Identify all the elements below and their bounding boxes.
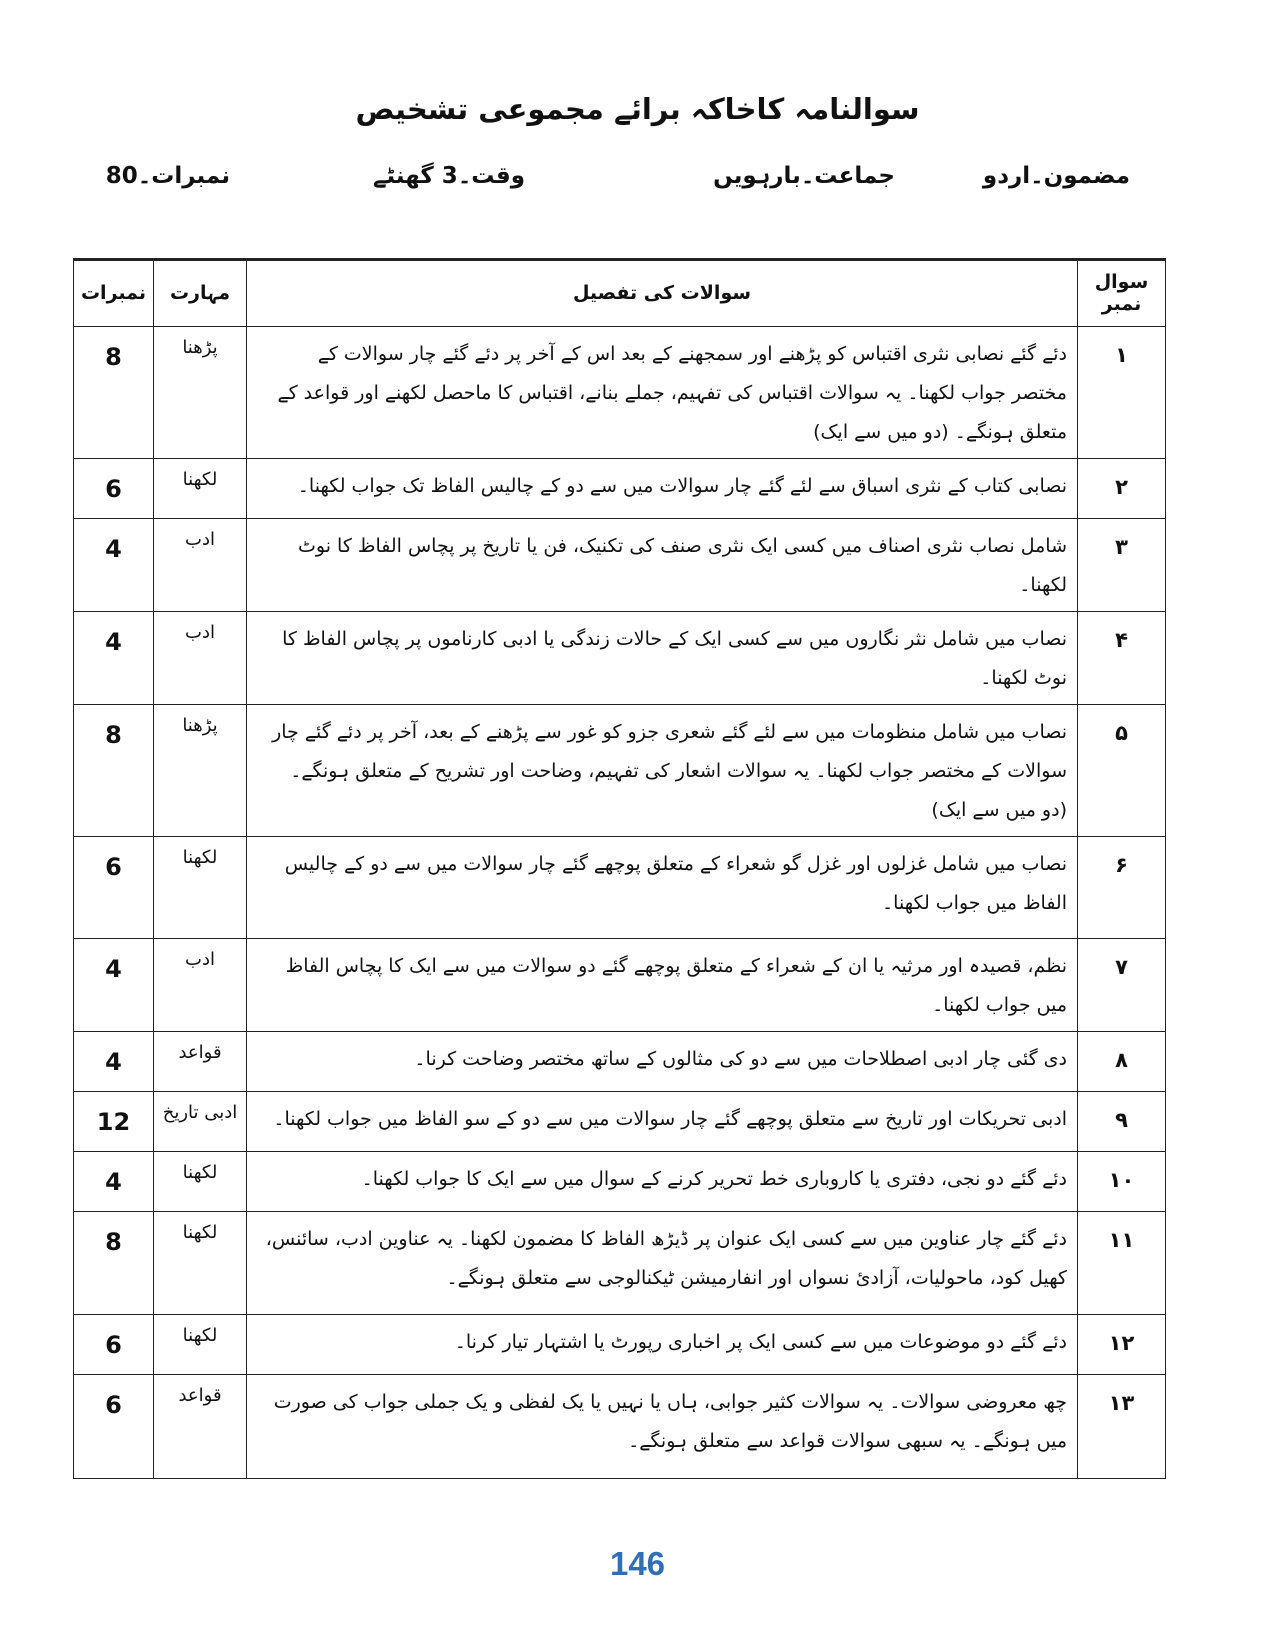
question-detail: دئے گئے چار عناوین میں سے کسی ایک عنوان پر ڈیڑھ الفاظ کا مضمون لکھنا۔ یہ عناوین ادب، سائنس، کھیل کود، ماحولیات، آزادئ نسواں اور انفارمیشن ٹیکنالوجی سے متعلق ہونگے۔ <box>247 1212 1078 1315</box>
marks: 4 <box>74 939 154 1032</box>
question-detail: دئے گئے نصابی نثری اقتباس کو پڑھنے اور سمجھنے کے بعد اس کے آخر پر دئے گئے چار سوالات کے مختصر جواب لکھنا۔ یہ سوالات اقتباس کی تفہیم، جملے بنانے، اقتباس کا ماحصل لکھنے اور قواعد کے متعلق ہونگے۔ (دو میں سے ایک) <box>247 327 1078 459</box>
skill: لکھنا <box>154 837 247 939</box>
time-label: وقت۔3 گھنٹے <box>372 163 525 189</box>
table-row <box>74 327 1166 459</box>
question-number: ۵ <box>1078 705 1166 837</box>
question-detail: نصابی کتاب کے نثری اسباق سے لئے گئے چار سوالات میں سے دو کے چالیس الفاظ تک جواب لکھنا۔ <box>247 459 1078 519</box>
skill: لکھنا <box>154 1212 247 1315</box>
table-row <box>74 612 1166 705</box>
marks: 4 <box>74 1032 154 1092</box>
marks: 6 <box>74 459 154 519</box>
skill: لکھنا <box>154 459 247 519</box>
table-row <box>74 705 1166 837</box>
table-row <box>74 1212 1166 1315</box>
table-row <box>74 1092 1166 1152</box>
question-detail: نظم، قصیدہ اور مرثیہ یا ان کے شعراء کے متعلق پوچھے گئے دو سوالات میں سے ایک کا پچاس الفاظ میں جواب لکھنا۔ <box>247 939 1078 1032</box>
skill: ادبی تاریخ <box>154 1092 247 1152</box>
question-number: ۹ <box>1078 1092 1166 1152</box>
question-number: ۱۱ <box>1078 1212 1166 1315</box>
question-detail: چھ معروضی سوالات۔ یہ سوالات کثیر جوابی، ہاں یا نہیں یا یک لفظی و یک جملی جواب کی صورت میں ہونگے۔ یہ سبھی سوالات قواعد سے متعلق ہونگے۔ <box>247 1375 1078 1479</box>
marks: 8 <box>74 1212 154 1315</box>
question-detail: نصاب میں شامل غزلوں اور غزل گو شعراء کے متعلق پوچھے گئے چار سوالات میں سے دو کے چالیس الفاظ میں جواب لکھنا۔ <box>247 837 1078 939</box>
skill: ادب <box>154 939 247 1032</box>
page-number: 146 <box>609 1545 666 1582</box>
table-row <box>74 837 1166 939</box>
table-header-row <box>74 260 1166 327</box>
skill: پڑھنا <box>154 705 247 837</box>
skill: ادب <box>154 519 247 612</box>
table-row <box>74 939 1166 1032</box>
skill: پڑھنا <box>154 327 247 459</box>
question-number: ۸ <box>1078 1032 1166 1092</box>
marks: 4 <box>74 519 154 612</box>
question-detail: دی گئی چار ادبی اصطلاحات میں سے دو کی مثالوں کے ساتھ مختصر وضاحت کرنا۔ <box>247 1032 1078 1092</box>
table-row <box>74 459 1166 519</box>
skill: قواعد <box>154 1032 247 1092</box>
header-marks: نمبرات <box>74 260 154 327</box>
document-title: سوالنامہ کاخاکہ برائے مجموعی تشخیص <box>355 92 920 126</box>
question-detail: شامل نصاب نثری اصناف میں کسی ایک نثری صنف کی تکنیک، فن یا تاریخ پر پچاس الفاظ کا نوٹ لکھنا۔ <box>247 519 1078 612</box>
question-number: ۱۳ <box>1078 1375 1166 1479</box>
table-row <box>74 1032 1166 1092</box>
question-number: ۲ <box>1078 459 1166 519</box>
skill: قواعد <box>154 1375 247 1479</box>
question-detail: ادبی تحریکات اور تاریخ سے متعلق پوچھے گئے چار سوالات میں سے دو کے سو الفاظ میں جواب لکھنا۔ <box>247 1092 1078 1152</box>
question-number: ۱ <box>1078 327 1166 459</box>
marks: 8 <box>74 705 154 837</box>
question-number: ۳ <box>1078 519 1166 612</box>
table-row <box>74 1315 1166 1375</box>
marks: 12 <box>74 1092 154 1152</box>
question-number: ۱۲ <box>1078 1315 1166 1375</box>
header-question-number: سوال نمبر <box>1078 260 1166 327</box>
question-number: ۴ <box>1078 612 1166 705</box>
marks: 6 <box>74 1375 154 1479</box>
total-marks-label: نمبرات۔80 <box>105 163 230 189</box>
header-question-details: سوالات کی تفصیل <box>247 260 1078 327</box>
marks: 6 <box>74 837 154 939</box>
skill: ادب <box>154 612 247 705</box>
marks: 6 <box>74 1315 154 1375</box>
skill: لکھنا <box>154 1315 247 1375</box>
class-label: جماعت۔بارہویں <box>713 163 895 189</box>
question-number: ۶ <box>1078 837 1166 939</box>
marks: 4 <box>74 612 154 705</box>
question-detail: دئے گئے دو نجی، دفتری یا کاروباری خط تحریر کرنے کے سوال میں سے ایک کا جواب لکھنا۔ <box>247 1152 1078 1212</box>
question-number: ۱۰ <box>1078 1152 1166 1212</box>
skill: لکھنا <box>154 1152 247 1212</box>
question-detail: نصاب میں شامل نثر نگاروں میں سے کسی ایک کے حالات زندگی یا ادبی کارناموں پر پچاس الفاظ کا نوٹ لکھنا۔ <box>247 612 1078 705</box>
question-number: ۷ <box>1078 939 1166 1032</box>
marks: 8 <box>74 327 154 459</box>
table-row <box>74 1152 1166 1212</box>
question-blueprint-table <box>73 258 1166 1479</box>
table-row <box>74 1375 1166 1479</box>
header-skill: مہارت <box>154 260 247 327</box>
question-detail: دئے گئے دو موضوعات میں سے کسی ایک پر اخباری رپورٹ یا اشتہار تیار کرنا۔ <box>247 1315 1078 1375</box>
marks: 4 <box>74 1152 154 1212</box>
question-detail: نصاب میں شامل منظومات میں سے لئے گئے شعری جزو کو غور سے پڑھنے کے بعد، آخر پر دئے گئے چار سوالات کے مختصر جواب لکھنا۔ یہ سوالات اشعار کی تفہیم، وضاحت اور تشریح کے متعلق ہونگے۔ (دو میں سے ایک) <box>247 705 1078 837</box>
subject-label: مضمون۔اردو <box>982 163 1130 189</box>
table-row <box>74 519 1166 612</box>
